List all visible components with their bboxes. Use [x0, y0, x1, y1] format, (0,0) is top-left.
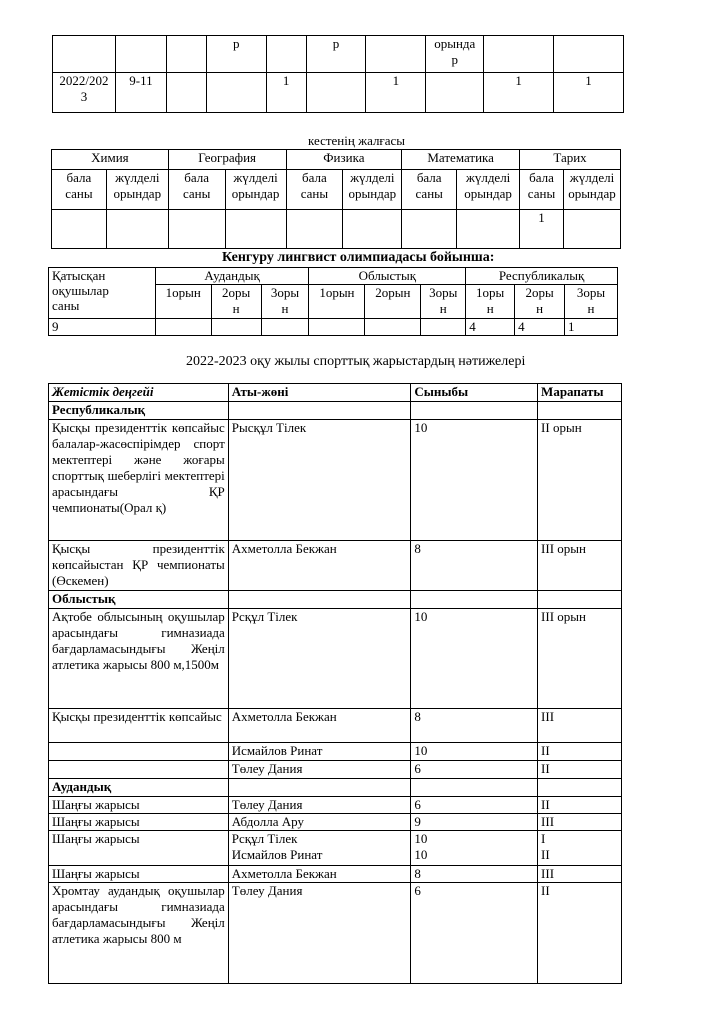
- subject-header: География: [168, 150, 286, 170]
- name-cell: Ахметолла Бекжан: [228, 541, 411, 591]
- level-header: Аудандық: [155, 268, 309, 285]
- event-cell: Қысқы президенттік көпсайыстан ҚР чемпионаты (Өскемен): [49, 541, 229, 591]
- award-cell: II: [538, 883, 622, 984]
- kenguru-table: [48, 267, 618, 336]
- table-row: [49, 831, 622, 866]
- event-cell: Шаңғы жарысы: [49, 797, 229, 814]
- cell: 9-11: [115, 73, 166, 113]
- cell: [563, 210, 620, 249]
- header-cell: Аты-жөні: [228, 384, 411, 402]
- subject-header: Химия: [52, 150, 169, 170]
- award-cell: II: [538, 797, 622, 814]
- grade-cell: 6: [411, 883, 538, 984]
- cell: 1: [554, 73, 624, 113]
- cell: [411, 402, 538, 420]
- table-row: [49, 609, 622, 709]
- place-header: 3оры н: [261, 285, 309, 319]
- table-row: [49, 883, 622, 984]
- table-row: [49, 709, 622, 743]
- name-cell: Рсқұл Тілек: [228, 609, 411, 709]
- event-cell: Хромтау аудандық оқушылар арасындағы гимназиада бағдарламасындығы Жеңіл атлетика жарысы 800 м: [49, 883, 229, 984]
- grade-cell: 8: [411, 866, 538, 883]
- cell: [365, 319, 421, 336]
- sub-header: бала саны: [52, 170, 107, 210]
- cell: [106, 210, 168, 249]
- sports-table: [48, 383, 622, 984]
- event-cell: Шаңғы жарысы: [49, 866, 229, 883]
- cell: [343, 210, 402, 249]
- award-cell: III: [538, 814, 622, 831]
- cell: 2022/202 3: [53, 73, 116, 113]
- kenguru-title: Кенгуру лингвист олимпиадасы бойынша:: [222, 250, 495, 265]
- cell: [228, 779, 411, 797]
- cell: 1: [366, 73, 426, 113]
- event-cell: Ақтобе облысының оқушылар арасындағы гимназиада бағдарламасындығы Жеңіл атлетика жарысы 800 м,1500м: [49, 609, 229, 709]
- participants-header: Қатысқан оқушылар саны: [49, 268, 156, 319]
- cell: [421, 319, 466, 336]
- table-row: [49, 761, 622, 779]
- event-cell: [49, 743, 229, 761]
- cell: [52, 210, 107, 249]
- cell: [211, 319, 261, 336]
- section-label: Аудандық: [49, 779, 229, 797]
- event-cell: Қысқы президенттік көпсайыс: [49, 709, 229, 743]
- cell: [53, 36, 116, 73]
- award-cell: III орын: [538, 609, 622, 709]
- cell: [266, 36, 306, 73]
- table-row: [49, 743, 622, 761]
- cell: [554, 36, 624, 73]
- award-cell: I II: [538, 831, 622, 866]
- award-cell: II: [538, 743, 622, 761]
- subject-header: Математика: [402, 150, 520, 170]
- name-cell: Рысқұл Тілек: [228, 420, 411, 541]
- event-cell: Қысқы президенттік көпсайыс балалар-жасөспірімдер спорт мектептері және жоғары спорттық шеберлігі мектептері арасындағы ҚР чемпионаты(Орал қ): [49, 420, 229, 541]
- level-header: Облыстық: [309, 268, 466, 285]
- cell: [402, 210, 457, 249]
- section-label: Облыстық: [49, 591, 229, 609]
- place-header: 3оры н: [565, 285, 618, 319]
- name-cell: Исмайлов Ринат: [228, 743, 411, 761]
- cell: [168, 210, 225, 249]
- grade-cell: 8: [411, 709, 538, 743]
- cell: [538, 402, 622, 420]
- header-cell: Жетістік деңгейі: [49, 384, 229, 402]
- continuation-caption: кестенің жалғасы: [308, 133, 406, 148]
- table-row: [49, 814, 622, 831]
- event-cell: [49, 761, 229, 779]
- cell: [426, 73, 484, 113]
- cell: [309, 319, 365, 336]
- sports-title: 2022-2023 оқу жылы спорттық жарыстардың нәтижелері: [186, 354, 526, 369]
- table-row: [49, 420, 622, 541]
- name-cell: Төлеу Дания: [228, 883, 411, 984]
- cell: р: [206, 36, 266, 73]
- cell: [411, 591, 538, 609]
- name-cell: Абдолла Ару: [228, 814, 411, 831]
- cell: 1: [484, 73, 554, 113]
- place-header: 3оры н: [421, 285, 466, 319]
- level-header: Республикалық: [466, 268, 618, 285]
- cell: 9: [49, 319, 156, 336]
- award-cell: III орын: [538, 541, 622, 591]
- sub-header: бала саны: [402, 170, 457, 210]
- cell: [206, 73, 266, 113]
- award-cell: III: [538, 866, 622, 883]
- sub-header: жүлделі орындар: [106, 170, 168, 210]
- cell: [538, 591, 622, 609]
- grade-cell: 8: [411, 541, 538, 591]
- place-header: 2оры н: [211, 285, 261, 319]
- cell: [225, 210, 286, 249]
- grade-cell: 9: [411, 814, 538, 831]
- grade-cell: 10: [411, 420, 538, 541]
- cell: [366, 36, 426, 73]
- table-row: [49, 541, 622, 591]
- cell: [166, 36, 206, 73]
- place-header: 1орын: [309, 285, 365, 319]
- place-header: 1оры н: [466, 285, 515, 319]
- place-header: 2орын: [365, 285, 421, 319]
- top-table: [52, 35, 624, 113]
- award-cell: III: [538, 709, 622, 743]
- award-cell: II орын: [538, 420, 622, 541]
- cell: 4: [466, 319, 515, 336]
- cell: [286, 210, 343, 249]
- cell: орында р: [426, 36, 484, 73]
- subject-header: Физика: [286, 150, 402, 170]
- grade-cell: 10: [411, 609, 538, 709]
- event-cell: Шаңғы жарысы: [49, 814, 229, 831]
- header-cell: Марапаты: [538, 384, 622, 402]
- cell: [115, 36, 166, 73]
- cell: 4: [515, 319, 565, 336]
- sub-header: жүлделі орындар: [457, 170, 520, 210]
- cell: 1: [565, 319, 618, 336]
- award-cell: II: [538, 761, 622, 779]
- subject-header: Тарих: [520, 150, 621, 170]
- cell: 1: [266, 73, 306, 113]
- cell: [457, 210, 520, 249]
- cell: [155, 319, 211, 336]
- grade-cell: 6: [411, 797, 538, 814]
- cell: [228, 402, 411, 420]
- name-cell: Төлеу Дания: [228, 761, 411, 779]
- cell: [411, 779, 538, 797]
- sub-header: жүлделі орындар: [343, 170, 402, 210]
- grade-cell: 10: [411, 743, 538, 761]
- cell: р: [306, 36, 366, 73]
- cell: [166, 73, 206, 113]
- grade-cell: 10 10: [411, 831, 538, 866]
- name-cell: Ахметолла Бекжан: [228, 709, 411, 743]
- table-row: [49, 866, 622, 883]
- name-cell: Төлеу Дания: [228, 797, 411, 814]
- place-header: 2оры н: [515, 285, 565, 319]
- cell: [538, 779, 622, 797]
- section-label: Республикалық: [49, 402, 229, 420]
- cell: [228, 591, 411, 609]
- sub-header: бала саны: [520, 170, 564, 210]
- subjects-table: [51, 149, 621, 249]
- cell: [484, 36, 554, 73]
- cell: [306, 73, 366, 113]
- cell: 1: [520, 210, 564, 249]
- table-row: [49, 797, 622, 814]
- header-cell: Сыныбы: [411, 384, 538, 402]
- grade-cell: 6: [411, 761, 538, 779]
- sub-header: бала саны: [286, 170, 343, 210]
- name-cell: Рсқұл Тілек Исмайлов Ринат: [228, 831, 411, 866]
- sub-header: жүлделі орындар: [563, 170, 620, 210]
- event-cell: Шаңғы жарысы: [49, 831, 229, 866]
- place-header: 1орын: [155, 285, 211, 319]
- sub-header: жүлделі орындар: [225, 170, 286, 210]
- name-cell: Ахметолла Бекжан: [228, 866, 411, 883]
- sub-header: бала саны: [168, 170, 225, 210]
- cell: [261, 319, 309, 336]
